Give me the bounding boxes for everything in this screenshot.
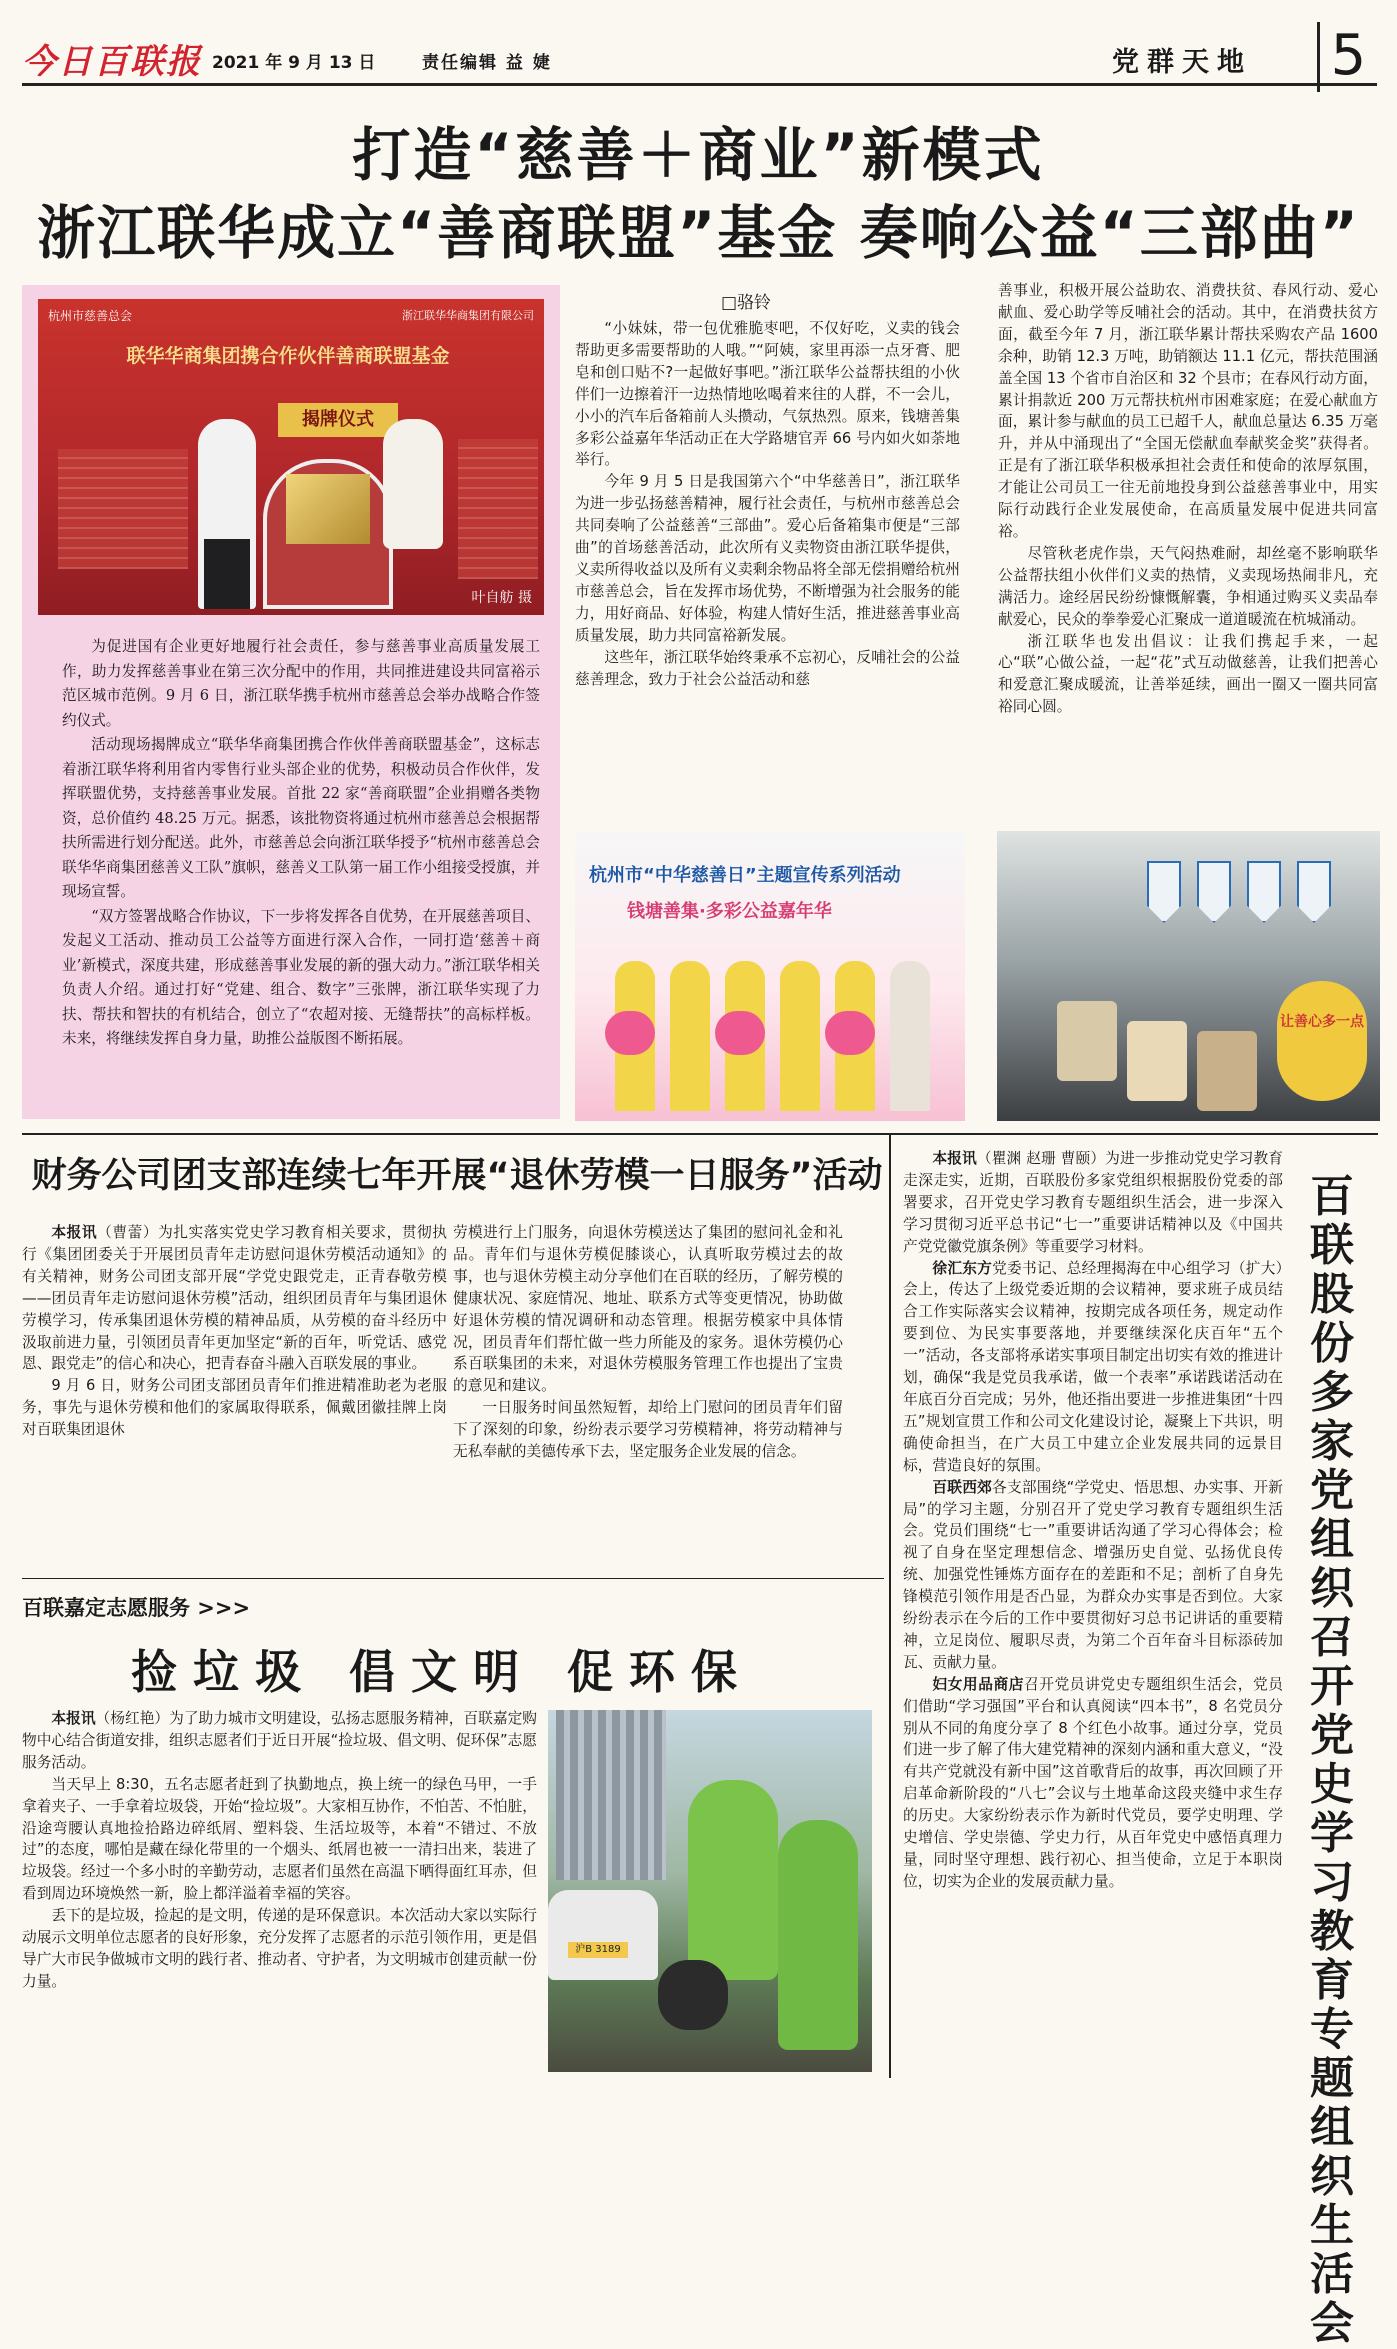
photo-credit: 叶自舫 摄 xyxy=(471,590,532,606)
lead-author: （曹蕾） xyxy=(97,1224,159,1241)
newspaper-logo: 今日百联报 xyxy=(22,42,202,82)
responsible-editor: 责任编辑 益 婕 xyxy=(422,53,552,73)
backdrop-panel xyxy=(458,439,538,579)
heart-sign xyxy=(605,1011,655,1055)
finance-headline: 财务公司团支部连续七年开展“退休劳模一日服务”活动 xyxy=(31,1156,883,1196)
paragraph xyxy=(903,1258,1283,1477)
paragraph xyxy=(903,1477,1283,1674)
column-tag: 百联嘉定志愿服务 >>> xyxy=(22,1596,251,1620)
volunteer-figure xyxy=(780,961,820,1111)
masthead xyxy=(22,23,1377,88)
promo-banner-title: 杭州市“中华慈善日”主题宣传系列活动 xyxy=(589,865,901,886)
article-column xyxy=(22,1708,537,1993)
pennant-flag xyxy=(1247,861,1281,923)
horizontal-divider xyxy=(22,1578,884,1579)
paragraph-text: 党委书记、总经理揭海在中心组学习（扩大）会上，传达了上级党委近期的会议精神，要求班子成员结合工作实际落实会议精神，按期完成各项任务，规定动作要到位、为民实事要落地，并要继续深化庆百年“五个一”活动，各支部将承诺实事项目制定出切实有效的推进计划，确保“我是党员我承诺，做一个表率”承诺践诺活动在年底百分百完成；另外，他还指出要进一步推进集团“十四五”规划宣贯工作和公司文化建设讨论，凝聚上下共识，明确使命担当，在广大员工中建立企业发展共同的远景目标，营造良好的氛围。 xyxy=(903,1259,1283,1474)
issue-date: 2021 年 9 月 13 日 xyxy=(212,53,376,73)
company-logo: 浙江联华华商集团有限公司 xyxy=(402,309,534,322)
paragraph-text: （瞿渊 赵珊 曹颐）为进一步推动党史学习教育走深走实，近期，百联股份多家党组织根据股份党委的部署要求，召开党史学习教育专题组织生活会，进一步深入学习贯彻习近平总书记“七一”重要讲话精神以及《中国共产党党徽党旗条例》等重要学习材料。 xyxy=(903,1150,1283,1255)
paragraph: 劳模进行上门服务，向退休劳模送达了集团的慰问礼金和礼品。青年们与退休劳模促膝谈心，认真听取劳模过去的故事，也与退休劳模主动分享他们在百联的经历，了解劳模的健康状况、家庭情况、地址、联系方式等变更情况，协助做好退休劳模的情况调研和动态管理。根据劳模家中具体情况，团员青年们帮忙做一些力所能及的家务。退休劳模仍心系百联集团的未来，对退休劳模服务管理工作也提出了宝贵的意见和建议。 xyxy=(453,1224,843,1395)
paragraph: “双方签署战略合作协议，下一步将发挥各自优势，在开展慈善项目、发起义工活动、推动员工公益等方面进行深入合作，一同打造‘慈善＋商业’新模式，深度共建，形成慈善事业发展的新的强大动力。”浙江联华相关负责人介绍。通过打好“党建、组合、数字”三张牌，浙江联华实现了力扶、帮扶和智扶的有机结合，创立了“农超对接、无缝帮扶”的高标样板。未来，将继续发挥自身力量，助推公益版图不断拓展。 xyxy=(62,907,540,1047)
volunteer-headline: 捡垃圾 倡文明 促环保 xyxy=(130,1645,754,1699)
article-column xyxy=(575,318,960,690)
paragraph: 为促进国有企业更好地履行社会责任，参与慈善事业高质量发展工作，助力发挥慈善事业在第三次分配中的作用，共同推进建设共同富裕示范区城市范例。9 月 6 日，浙江联华携手杭州市慈善总会举办战略合作签约仪式。 xyxy=(62,638,540,729)
lead-author: （杨红艳） xyxy=(95,1710,170,1727)
party-headline-vertical: 百联股份多家党组织召开党史学习教育专题组织生活会 xyxy=(1310,1171,1354,2349)
charity-logo: 杭州市慈善总会 xyxy=(48,309,133,323)
paragraph: 当天早上 8:30，五名志愿者赶到了执勤地点，换上统一的绿色马甲，一手拿着夹子、一手拿着垃圾袋，开始“捡垃圾”。大家相互协作，不怕苦、不怕脏，沿途弯腰认真地捡拾路边碎纸屑、塑料袋、生活垃圾等，本着“不错过、不放过”的态度，哪怕是藏在绿化带里的一个烟头、纸屑也被一一清扫出来，装进了垃圾袋。经过一个多小时的辛勤劳动，志愿者们虽然在高温下晒得面红耳赤，但看到周边环境焕然一新，脸上都洋溢着幸福的笑容。 xyxy=(22,1775,537,1903)
paragraph: 丢下的是垃圾，捡起的是文明，传递的是环保意识。本次活动大家以实际行动展示文明单位志愿者的良好形象，充分发挥了志愿者的示范引领作用，更是倡导广大市民争做城市文明的践行者、推动者、守护者，为文明城市创建贡献一份力量。 xyxy=(22,1907,537,1990)
main-headline-line2: 浙江联华成立“善商联盟”基金 奏响公益“三部曲” xyxy=(37,199,1360,267)
backdrop-panel xyxy=(58,449,188,569)
volunteer-photo xyxy=(548,1710,872,2072)
paragraph: 尽管秋老虎作祟，天气闷热难耐，却丝毫不影响联华公益帮扶组小伙伴们义卖的热情，义卖现场热闹非凡，充满活力。途经居民纷纷慷慨解囊，争相通过购买义卖品奉献爱心，民众的拳拳爱心汇聚成一道道暖流在杭城涌动。 xyxy=(998,544,1378,628)
paragraph: 活动现场揭牌成立“联华华商集团携合作伙伴善商联盟基金”，这标志着浙江联华将利用省内零售行业头部企业的优势，积极动员合作伙伴，发挥联盟优势，支持慈善事业发展。首批 22 家“善商联盟”企业捐赠各类物资，总价值约 48.25 万元。据悉，该批物资将通过杭州市慈善总会根据帮扶所需进行划分配送。此外，市慈善总会向浙江联华授予“杭州市慈善总会联华华商集团慈善义工队”旗帜，慈善义工队第一届工作小组接受授旗，并现场宣誓。 xyxy=(62,736,540,900)
paragraph xyxy=(903,1674,1283,1893)
unit-name: 徐汇东方 xyxy=(932,1259,993,1277)
snack-bag xyxy=(1127,1021,1187,1101)
heart-sign xyxy=(825,1011,875,1055)
article-column xyxy=(453,1222,843,1463)
lead-tag: 本报讯 xyxy=(51,1710,96,1727)
lead-tag: 本报讯 xyxy=(51,1224,98,1241)
pennant-flag xyxy=(1197,861,1231,923)
lead-story-text xyxy=(62,635,540,1052)
paragraph: 善事业，积极开展公益助农、消费扶贫、春风行动、爱心献血、爱心助学等反哺社会的活动。其中，在消费扶贫方面，截至今年 7 月，浙江联华累计帮扶采购农产品 1600 余种，助销 12.3 万吨，助销额达 11.1 亿元，帮扶范围涵盖全国 13 个省市自治区和 32 个县市；在春风行动方面，累计捐款近 200 万元帮扶杭州市困难家庭；在爱心献血方面，累计参与献血的员工已超千人，献血总量达 6.35 万毫升，并从中涌现出了“全国无偿献血奉献奖金奖”获得者。正是有了浙江联华积极承担社会责任和使命的浓厚氛围，才能让公司员工一往无前地投身到公益慈善事业中，用实际行动践行企业发展使命，在高质量发展中促进共同富裕。 xyxy=(998,282,1378,540)
volunteer-figure xyxy=(688,1780,778,1980)
volunteer-figure xyxy=(778,1820,858,2050)
car-trunk-market-photo xyxy=(997,831,1380,1121)
snack-bag xyxy=(1057,1001,1117,1081)
pennant-flag xyxy=(1147,861,1181,923)
article-column xyxy=(903,1148,1283,1893)
byline: □骆铃 xyxy=(721,293,772,313)
official-woman xyxy=(383,419,443,549)
heart-sign xyxy=(715,1011,765,1055)
unit-name: 妇女用品商店 xyxy=(932,1675,1024,1693)
horizontal-divider xyxy=(22,1133,1378,1135)
license-plate: 沪B 3189 xyxy=(568,1942,628,1958)
building xyxy=(556,1710,666,1880)
paragraph: 一日服务时间虽然短暂，却给上门慰问的团员青年们留下了深刻的印象，纷纷表示要学习劳模精神，将劳动精神与无私奉献的美德传承下去，坚定服务企业发展的信念。 xyxy=(453,1399,843,1461)
unit-name: 百联西郊 xyxy=(932,1478,993,1496)
page-number: 5 xyxy=(1317,22,1377,92)
official-man xyxy=(198,419,256,609)
snack-bag xyxy=(1197,1031,1257,1111)
paragraph-text: 各支部围绕“学党史、悟思想、办实事、开新局”的学习主题，分别召开了党史学习教育专题组织生活会。党员们围绕“七一”重要讲话沟通了学习心得体会；检视了自身在坚定理想信念、增强历史自觉、弘扬优良传统、加强党性锤炼方面存在的差距和不足；剖析了自身先锋模范引领作用是否凸显，为群众办实事是否到位。大家纷纷表示在今后的工作中要贯彻好习总书记讲话的重要精神，立足岗位、履职尽责，为第二个百年奋斗目标添砖加瓦、贡献力量。 xyxy=(903,1478,1283,1671)
paragraph: 这些年，浙江联华始终秉承不忘初心，反哺社会的公益慈善理念，致力于社会公益活动和慈 xyxy=(575,648,960,688)
article-column xyxy=(22,1222,447,1441)
paragraph xyxy=(22,1708,537,1774)
garbage-bag xyxy=(658,1960,728,2030)
gold-plaque xyxy=(286,474,370,544)
article-column xyxy=(998,280,1378,718)
volunteer-figure xyxy=(670,961,710,1111)
volunteer-figure xyxy=(890,961,930,1111)
paragraph: 9 月 6 日，财务公司团支部团员青年们推进精准助老为老服务，事先与退休劳模和他们的家属取得联系，佩戴团徽挂牌上岗对百联集团退休 xyxy=(22,1377,447,1439)
paragraph: 今年 9 月 5 日是我国第六个“中华慈善日”，浙江联华为进一步弘扬慈善精神，履行社会责任，与杭州市慈善总会共同奏响了公益慈善“三部曲”。爱心后备箱集市便是“三部曲”的首场慈善活动，此次所有义卖物资由浙江联华提供，义卖所得收益以及所有义卖剩余物品将全部无偿捐赠给杭州市慈善总会，旨在发挥市场优势，不断增强为社会服务的能力，用好商品、好体验，构建人情好生活，推进慈善事业高质量发展，助力共同富裕新发展。 xyxy=(575,473,960,644)
paragraph-text: 为扎实落实党史学习教育相关要求，贯彻执行《集团团委关于开展团员青年走访慰问退休劳模活动通知》的有关精神，财务公司团支部开展“学党史跟党走，正青春敬劳模——团员青年走访慰问退休劳模”活动，组织团员青年与集团退休劳模学习，传承集团退休劳模的精神品质，从劳模的奋斗经历中汲取前进力量，引领团员青年更加坚定“新的百年，听党话、感党恩、跟党走”的信心和决心，把青春奋斗融入百联发展的事业。 xyxy=(22,1224,447,1373)
main-headline-line1: 打造“慈善＋商业”新模式 xyxy=(352,121,1045,189)
section-title: 党群天地 xyxy=(1112,47,1252,78)
paragraph-text: 为了助力城市文明建设，弘扬志愿服务精神，百联嘉定购物中心结合街道安排，组织志愿者们于近日开展“捡垃圾、倡文明、促环保”志愿服务活动。 xyxy=(22,1710,537,1771)
ceremony-banner: 联华华商集团携合作伙伴善商联盟基金 xyxy=(126,345,450,367)
pennant-flag xyxy=(1297,861,1331,923)
paragraph-text: 召开党员讲党史专题组织生活会，党员们借助“学习强国”平台和认真阅读“四本书”，8 名党员分别从不同的角度分享了 8 个红色小故事。通过分享，党员们进一步了解了伟大建党精神的深刻内涵和重大意义，“没有共产党就没有新中国”这首歌背后的故事，再次回顾了开启革命新阶段的“八七”会议与土地革命这段夹缝中求生存的历史。大家纷纷表示作为新时代党员，要学史明理、学史增信、学史崇德、学史力行，从百年党史中感悟真理力量，同时坚守理想、践行初心、担当使命，立足于本职岗位，切实为企业的发展贡献力量。 xyxy=(903,1675,1283,1890)
charity-fair-photo xyxy=(575,831,965,1121)
promo-banner-subtitle: 钱塘善集·多彩公益嘉年华 xyxy=(627,901,832,922)
parked-car xyxy=(548,1890,658,1980)
unveiling-board: 揭牌仪式 xyxy=(278,403,398,437)
lead-story-box xyxy=(22,285,560,1119)
ceremony-photo xyxy=(38,299,544,615)
paragraph: “小妹妹，带一包优雅脆枣吧，不仅好吃，义卖的钱会帮助更多需要帮助的人哦。”“阿姨，家里再添一点牙膏、肥皂和创口贴不?一起做好事吧。”浙江联华公益帮扶组的小伙伴们一边擦着汗一边热情地吆喝着来往的人群，不一会儿，小小的汽车后备箱前人头攒动，气氛热烈。原来，钱塘善集多彩公益嘉年华活动正在大学路塘官弄 66 号内如火如荼地举行。 xyxy=(575,320,960,469)
paragraph xyxy=(903,1148,1283,1258)
lead-tag: 本报讯 xyxy=(932,1150,977,1167)
paragraph: 浙江联华也发出倡议：让我们携起手来，一起心“联”心做公益，一起“花”式互动做慈善，让我们把善心和爱意汇聚成暖流，让善举延续，画出一圈又一圈共同富裕同心圆。 xyxy=(998,632,1378,716)
vertical-divider xyxy=(889,1133,891,2078)
charity-bag: 让善心多一点 xyxy=(1277,981,1367,1101)
paragraph xyxy=(22,1222,447,1375)
